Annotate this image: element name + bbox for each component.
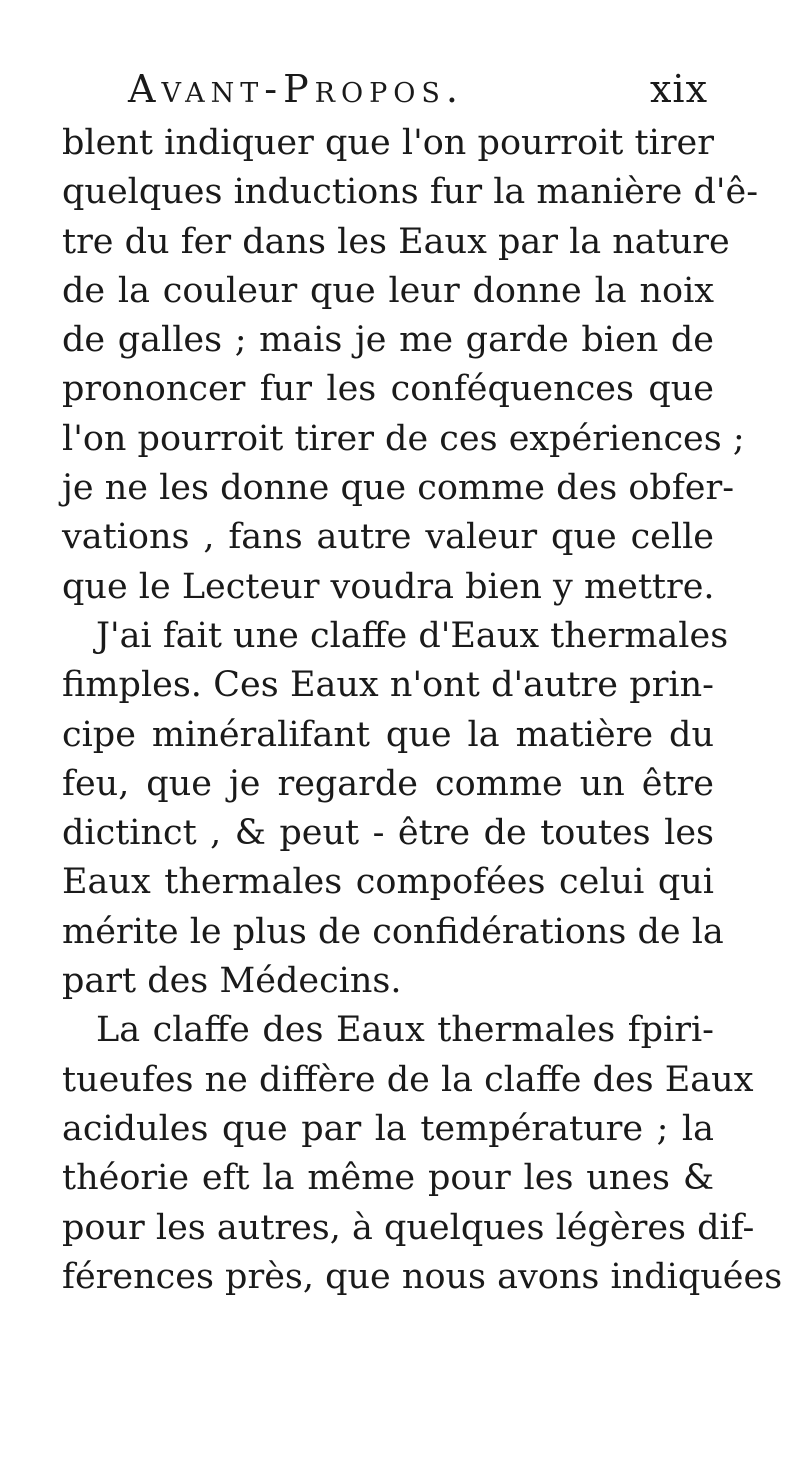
running-head	[128, 64, 708, 114]
text-line: quelques inductions fur la manière d'ê-	[62, 172, 759, 213]
text-line: dictinct , & peut - être de toutes les	[62, 813, 714, 854]
text-line: tre du fer dans les Eaux par la nature	[62, 221, 730, 262]
text-line: fimples. Ces Eaux n'ont d'autre prin-	[62, 665, 714, 706]
text-line: Eaux thermales compofées celui qui	[62, 862, 714, 903]
text-line: théorie eft la même pour les unes &	[62, 1158, 714, 1199]
page-number: xix	[649, 67, 708, 111]
running-head-title: Avant-Propos.	[128, 67, 464, 111]
text-line: part des Médecins.	[62, 961, 402, 1002]
text-line: que le Lecteur voudra bien y mettre.	[62, 566, 715, 607]
text-line: vations , fans autre valeur que celle	[62, 517, 714, 558]
text-line: feu, que je regarde comme un être	[62, 763, 714, 804]
paragraph-start-line: La claffe des Eaux thermales fpiri-	[96, 1010, 714, 1051]
text-line: acidules que par la température ; la	[62, 1108, 714, 1149]
text-line: mérite le plus de confidérations de la	[62, 911, 724, 952]
text-line: prononcer fur les conféquences que	[62, 369, 714, 410]
paragraph-start-line: J'ai fait une claffe d'Eaux thermales	[96, 615, 729, 656]
text-line: blent indiquer que l'on pourroit tirer	[62, 123, 714, 163]
text-line: je ne les donne que comme des obfer-	[62, 468, 735, 509]
text-line: cipe minéralifant que la matière du	[62, 714, 714, 755]
text-line: l'on pourroit tirer de ces expériences ;	[62, 418, 745, 459]
body-text	[62, 119, 783, 1302]
text-line: de galles ; mais je me garde bien de	[62, 320, 714, 361]
text-line: pour les autres, à quelques légères dif-	[62, 1207, 755, 1248]
text-line: tueufes ne diffère de la claffe des Eaux	[62, 1059, 754, 1100]
text-line: de la couleur que leur donne la noix	[62, 270, 714, 311]
text-line: férences près, que nous avons indiquées	[62, 1256, 783, 1297]
